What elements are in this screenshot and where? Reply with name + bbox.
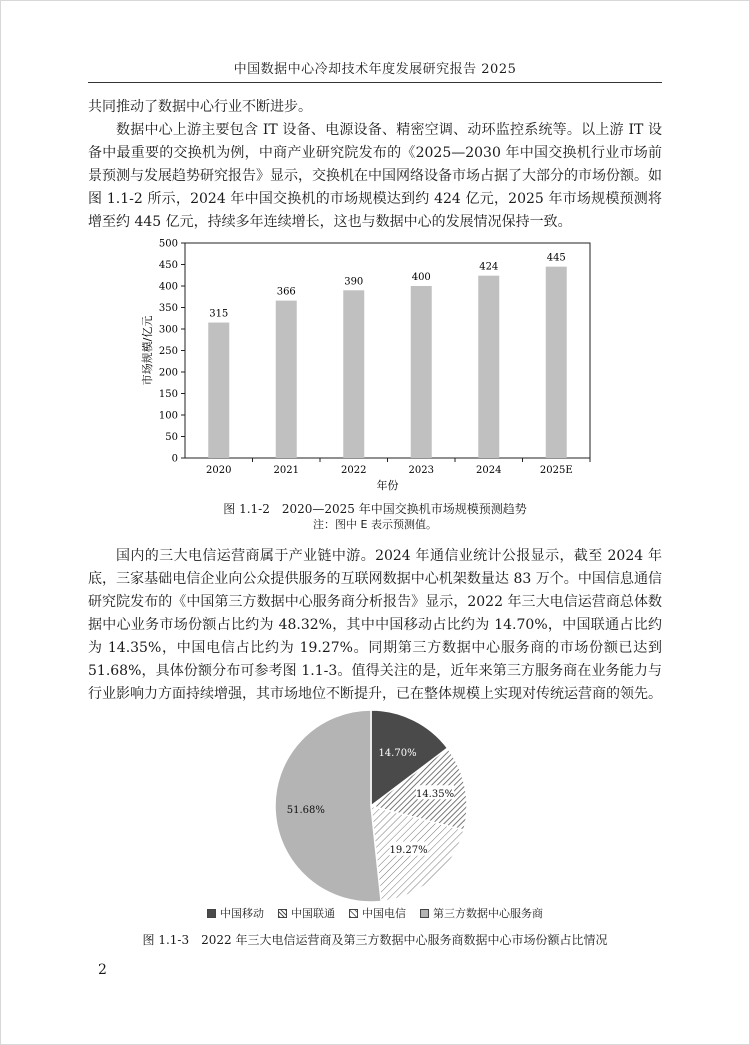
x-tick-label: 2021 [273, 465, 299, 476]
legend-label-third-party: 第三方数据中心服务商 [433, 907, 543, 920]
y-tick-label: 200 [158, 367, 178, 379]
bar [411, 286, 432, 458]
running-header: 中国数据中心冷却技术年度发展研究报告 2025 [233, 62, 517, 77]
x-tick-label: 2020 [206, 465, 232, 476]
bar [546, 267, 567, 458]
paragraph-3-text: 国内的三大电信运营商属于产业链中游。2024 年通信业统计公报显示，截至 2024 年底，三家基础电信企业向公众提供服务的互联网数据中心机架数量达 83 万个。中国信息通信研究院发布的《中国第三方数据中心服务商分析报告》显示，2022 年三大电信运营商总体数据中心业务市场份额占比约为 48.32%，其中中国移动占比约为 14.70%，中国联通占比约为 14.35%，中国电信占比约为 19.27%。同期第三方数据中心服务商的市场份额已达到 51.68%，具体份额分布可参考图 1.1-3。值得关注的是，近年来第三方服务商在业务能力与行业影响力方面持续增强，其市场地位不断提升，已在整体规模上实现对传统运营商的领先。 [88, 548, 662, 702]
pie-value-label: 14.70% [378, 748, 417, 760]
legend-swatch-mobile [207, 909, 216, 918]
figure-2-caption: 图 1.1-3 2022 年三大电信运营商及第三方数据中心服务商数据中心市场份额占比情况 [142, 933, 608, 947]
x-tick-label: 2024 [476, 465, 502, 476]
y-tick-label: 0 [171, 453, 178, 465]
legend-item-third-party [420, 905, 543, 921]
plot-frame [185, 243, 590, 458]
figure-1-caption: 图 1.1-2 2020—2025 年中国交换机市场规模预测趋势 [223, 502, 527, 516]
bar-value-label: 424 [479, 261, 499, 273]
bar [343, 290, 364, 458]
paragraph-1-text: 共同推动了数据中心行业不断进步。 [88, 99, 312, 115]
bar-chart [140, 239, 590, 493]
y-tick-label: 450 [158, 260, 178, 271]
paragraph-2-text: 数据中心上游主要包含 IT 设备、电源设备、精密空调、动环监控系统等。以上游 IT 设备中最重要的交换机为例，中商产业研究院发布的《2025—2030 年中国交换机行业市场前景预测与发展趋势研究报告》显示，交换机在中国网络设备市场占据了大部分的市场份额。如图 1.1-2 所示，2024 年中国交换机的市场规模达到约 424 亿元，2025 年市场规模预测将增至约 445 亿元，持续多年连续增长，这也与数据中心的发展情况保持一致。 [88, 122, 662, 230]
pie-chart [275, 710, 467, 902]
bar [208, 323, 229, 458]
pie-value-label: 19.27% [389, 845, 428, 857]
y-tick-label: 50 [165, 432, 178, 443]
x-tick-label: 2023 [408, 465, 434, 476]
x-axis-label: 年份 [376, 479, 399, 492]
bar-value-label: 445 [546, 252, 566, 264]
x-tick-label: 2022 [341, 465, 367, 476]
bar [478, 276, 499, 458]
pie-value-label: 51.68% [286, 804, 325, 816]
y-tick-label: 300 [158, 324, 178, 336]
y-tick-label: 500 [158, 238, 178, 250]
y-axis-label: 市场规模/亿元 [141, 315, 154, 386]
page-number: 2 [98, 962, 107, 978]
bar-value-label: 390 [344, 276, 364, 288]
pie-legend [88, 905, 662, 921]
y-tick-label: 150 [158, 389, 178, 400]
y-tick-label: 100 [158, 410, 178, 422]
legend-swatch-third-party [420, 909, 429, 918]
y-tick-label: 350 [158, 303, 178, 314]
legend-item-unicom [278, 905, 335, 921]
y-tick-label: 400 [158, 281, 178, 293]
bar-value-label: 366 [276, 286, 296, 298]
bar [276, 301, 297, 458]
legend-label-telecom: 中国电信 [362, 907, 406, 920]
legend-label-unicom: 中国联通 [291, 907, 335, 920]
legend-swatch-telecom [349, 909, 358, 918]
figure-1-note: 注：图中 E 表示预测值。 [313, 518, 437, 531]
x-tick-label: 2025E [539, 465, 573, 476]
legend-item-telecom [349, 905, 406, 921]
pie-value-label: 14.35% [415, 788, 455, 800]
legend-label-mobile: 中国移动 [220, 907, 264, 920]
bar-value-label: 315 [209, 308, 229, 320]
legend-swatch-unicom [278, 909, 287, 918]
bar-value-label: 400 [411, 272, 431, 283]
y-tick-label: 250 [158, 346, 178, 357]
legend-item-mobile [207, 905, 264, 921]
paragraph-3 [88, 545, 662, 706]
